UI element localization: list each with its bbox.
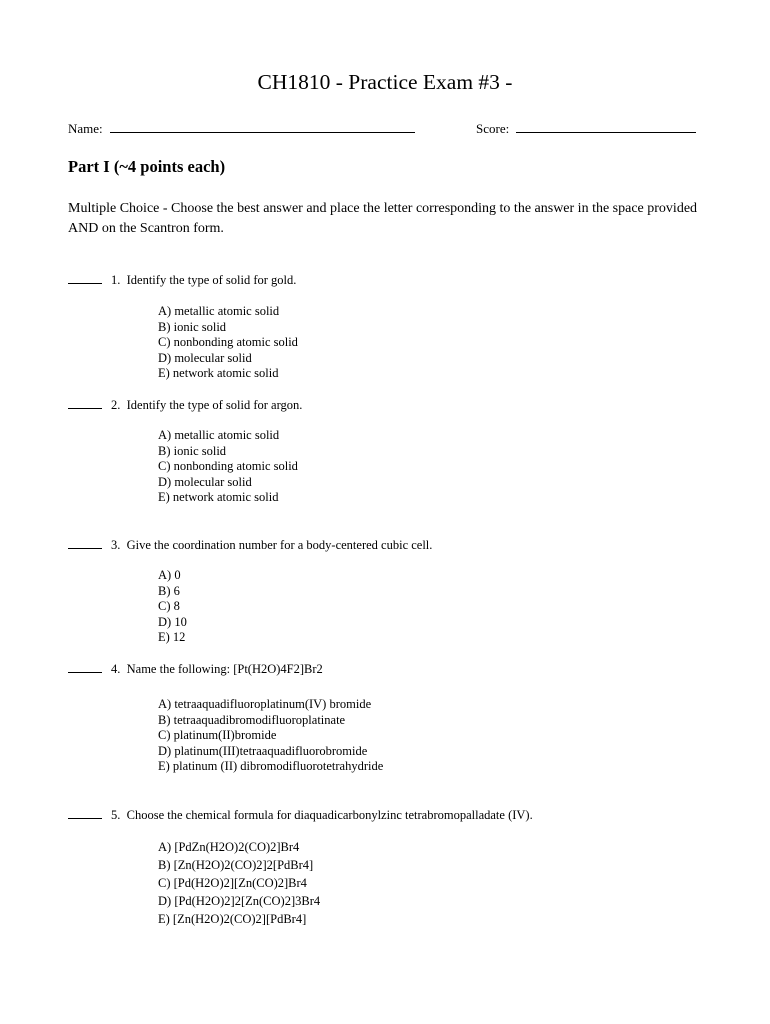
question-4	[68, 662, 323, 677]
option-e: E) [Zn(H2O)2(CO)2][PdBr4]	[158, 912, 307, 926]
option-c: C) nonbonding atomic solid	[158, 335, 298, 350]
option-d: D) 10	[158, 614, 187, 629]
option-d: D) platinum(III)tetraaquadifluorobromide	[158, 743, 368, 758]
option-a: A) 0	[158, 568, 181, 582]
option-a: A) metallic atomic solid	[158, 304, 280, 318]
score-answer-line[interactable]	[516, 121, 696, 133]
option-d: D) molecular solid	[158, 350, 252, 365]
answer-blank[interactable]	[68, 538, 102, 549]
option-d: D) [Pd(H2O)2]2[Zn(CO)2]3Br4	[158, 894, 321, 908]
option-c: C) nonbonding atomic solid	[158, 459, 298, 474]
option-b: B) tetraaquadibromodifluoroplatinate	[158, 712, 346, 727]
option-e: E) network atomic solid	[158, 490, 279, 505]
question-5	[68, 808, 533, 823]
option-e: E) platinum (II) dibromodifluorotetrahydride	[158, 759, 384, 774]
option-a: A) tetraaquadifluoroplatinum(IV) bromide	[158, 697, 372, 711]
option-e: E) network atomic solid	[158, 366, 279, 381]
option-e: E) 12	[158, 630, 186, 645]
question-text: Identify the type of solid for argon.	[126, 398, 303, 412]
answer-blank[interactable]	[68, 662, 102, 673]
question-3-options	[158, 568, 187, 646]
option-b: B) ionic solid	[158, 319, 227, 334]
option-c: C) 8	[158, 599, 180, 614]
question-number: 3.	[111, 538, 121, 552]
question-2-options	[158, 428, 298, 506]
question-number: 4.	[111, 662, 121, 676]
question-5-options	[158, 838, 320, 928]
score-field	[476, 121, 696, 137]
option-b: B) [Zn(H2O)2(CO)2]2[PdBr4]	[158, 858, 314, 872]
question-text: Name the following: [Pt(H2O)4F2]Br2	[126, 662, 323, 676]
question-1	[68, 273, 296, 288]
name-answer-line[interactable]	[110, 121, 415, 133]
option-a: A) [PdZn(H2O)2(CO)2]Br4	[158, 840, 300, 854]
instructions: Multiple Choice - Choose the best answer and place the letter corresponding to the answer in the space provided AND on the Scantron form.	[68, 201, 698, 236]
option-b: B) ionic solid	[158, 443, 227, 458]
question-2	[68, 398, 302, 413]
name-label: Name:	[68, 121, 103, 136]
exam-title: CH1810 - Practice Exam #3 -	[257, 70, 513, 94]
question-3	[68, 538, 432, 553]
option-a: A) metallic atomic solid	[158, 428, 280, 442]
question-text: Identify the type of solid for gold.	[126, 273, 297, 287]
option-b: B) 6	[158, 583, 180, 598]
option-c: C) [Pd(H2O)2][Zn(CO)2]Br4	[158, 876, 307, 890]
question-1-options	[158, 304, 298, 382]
question-text: Give the coordination number for a body-centered cubic cell.	[126, 538, 433, 552]
name-field	[68, 121, 415, 137]
answer-blank[interactable]	[68, 273, 102, 284]
option-d: D) molecular solid	[158, 474, 252, 489]
question-text: Choose the chemical formula for diaquadicarbonylzinc tetrabromopalladate (IV).	[126, 808, 533, 822]
answer-blank[interactable]	[68, 398, 102, 409]
question-number: 2.	[111, 398, 121, 412]
score-label: Score:	[476, 121, 510, 136]
section-heading: Part I (~4 points each)	[68, 157, 226, 176]
question-4-options	[158, 697, 383, 775]
question-number: 5.	[111, 808, 121, 822]
question-number: 1.	[111, 273, 121, 287]
answer-blank[interactable]	[68, 808, 102, 819]
option-c: C) platinum(II)bromide	[158, 728, 277, 743]
